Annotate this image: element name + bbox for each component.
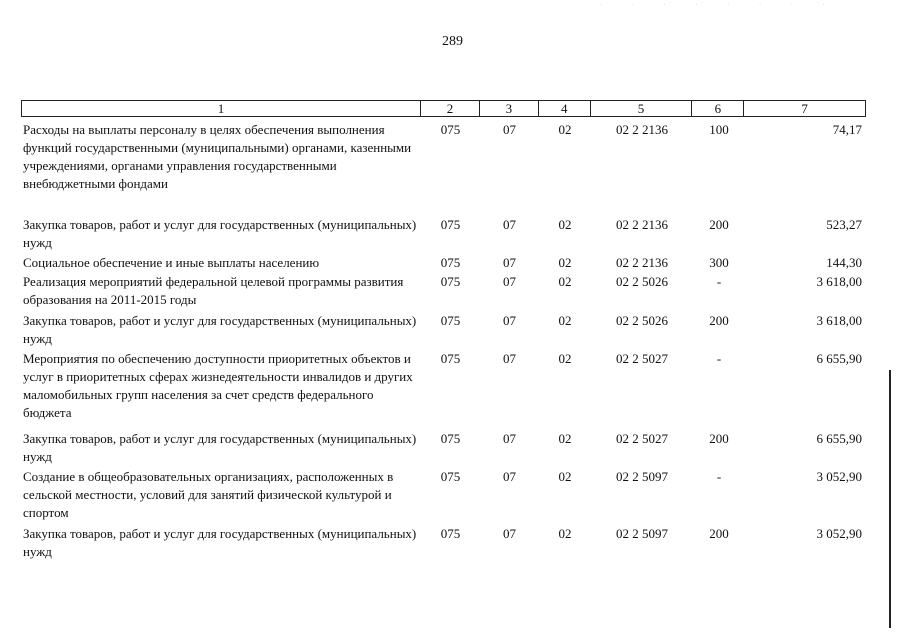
scan-artifact-dots: · · · · · · · · bbox=[600, 2, 839, 9]
row-col-3: 07 bbox=[503, 255, 516, 270]
row-col-5: 02 2 5097 bbox=[616, 526, 668, 541]
row-col-2: 075 bbox=[440, 122, 461, 137]
row-col-7: 523,27 bbox=[826, 217, 862, 232]
row-col-5: 02 2 5026 bbox=[616, 274, 668, 289]
row-name: Закупка товаров, работ и услуг для государственных (муниципальных) нужд bbox=[23, 526, 417, 559]
table-row bbox=[21, 121, 866, 193]
header-col-1: 1 bbox=[22, 101, 421, 116]
row-col-3: 07 bbox=[503, 313, 516, 328]
row-col-4: 02 bbox=[558, 431, 572, 446]
scan-edge-line bbox=[889, 370, 891, 628]
table-row bbox=[21, 254, 866, 272]
row-col-6: - bbox=[716, 469, 722, 484]
row-col-4: 02 bbox=[558, 313, 572, 328]
row-name: Закупка товаров, работ и услуг для государственных (муниципальных) нужд bbox=[23, 313, 417, 346]
row-col-7: 6 655,90 bbox=[816, 351, 862, 366]
header-col-4: 4 bbox=[539, 101, 591, 116]
row-col-2: 075 bbox=[440, 351, 461, 366]
row-col-6: 300 bbox=[709, 255, 729, 270]
row-col-5: 02 2 2136 bbox=[616, 255, 668, 270]
row-col-5: 02 2 2136 bbox=[616, 122, 668, 137]
row-col-7: 3 618,00 bbox=[816, 274, 862, 289]
row-col-7: 3 618,00 bbox=[816, 313, 862, 328]
row-col-2: 075 bbox=[440, 526, 461, 541]
row-name: Создание в общеобразовательных организациях, расположенных в сельской местности, условий для занятий физической культурой и спортом bbox=[23, 469, 394, 520]
row-col-2: 075 bbox=[440, 217, 461, 232]
header-col-7: 7 bbox=[801, 101, 808, 116]
header-col-5: 5 bbox=[591, 101, 693, 116]
row-col-3: 07 bbox=[503, 431, 516, 446]
row-col-6: 100 bbox=[709, 122, 729, 137]
header-col-6: 6 bbox=[692, 101, 744, 116]
header-col-2: 2 bbox=[421, 101, 480, 116]
row-col-4: 02 bbox=[558, 122, 572, 137]
table-header bbox=[21, 100, 866, 117]
row-col-4: 02 bbox=[558, 351, 572, 366]
row-col-3: 07 bbox=[503, 526, 516, 541]
table-row bbox=[21, 273, 866, 309]
row-col-6: 200 bbox=[709, 431, 729, 446]
row-name: Закупка товаров, работ и услуг для государственных (муниципальных) нужд bbox=[23, 217, 417, 250]
row-col-7: 3 052,90 bbox=[816, 469, 862, 484]
row-name: Закупка товаров, работ и услуг для государственных (муниципальных) нужд bbox=[23, 431, 417, 464]
row-name: Социальное обеспечение и иные выплаты населению bbox=[23, 255, 320, 270]
row-col-3: 07 bbox=[503, 122, 516, 137]
row-col-3: 07 bbox=[503, 351, 516, 366]
row-col-4: 02 bbox=[558, 469, 572, 484]
row-col-6: 200 bbox=[709, 526, 729, 541]
row-col-2: 075 bbox=[440, 274, 461, 289]
row-col-5: 02 2 5027 bbox=[616, 431, 668, 446]
row-col-3: 07 bbox=[503, 217, 516, 232]
row-col-2: 075 bbox=[440, 431, 461, 446]
row-name: Расходы на выплаты персоналу в целях обеспечения выполнения функций государственными (муниципальными) органами, казенными учреждениями, органами управления государственными внебюджетными фондами bbox=[23, 122, 412, 191]
row-col-4: 02 bbox=[558, 255, 572, 270]
row-col-2: 075 bbox=[440, 313, 461, 328]
row-col-5: 02 2 2136 bbox=[616, 217, 668, 232]
row-col-2: 075 bbox=[440, 469, 461, 484]
table-row bbox=[21, 525, 866, 561]
row-col-6: 200 bbox=[709, 313, 729, 328]
row-col-4: 02 bbox=[558, 217, 572, 232]
row-col-5: 02 2 5026 bbox=[616, 313, 668, 328]
row-col-7: 144,30 bbox=[826, 255, 862, 270]
row-col-7: 6 655,90 bbox=[816, 431, 862, 446]
row-col-6: - bbox=[716, 274, 722, 289]
row-col-4: 02 bbox=[558, 526, 572, 541]
table-row bbox=[21, 216, 866, 252]
row-col-3: 07 bbox=[503, 274, 516, 289]
row-col-3: 07 bbox=[503, 469, 516, 484]
page-number: 289 bbox=[442, 34, 463, 49]
row-name: Мероприятия по обеспечению доступности приоритетных объектов и услуг в приоритетных сферах жизнедеятельности инвалидов и других маломобильных групп населения за счет средств федерального бюджета bbox=[23, 351, 413, 420]
row-col-2: 075 bbox=[440, 255, 461, 270]
table-row bbox=[21, 430, 866, 466]
table-row bbox=[21, 468, 866, 522]
row-col-7: 3 052,90 bbox=[816, 526, 862, 541]
row-col-6: - bbox=[716, 351, 722, 366]
row-col-4: 02 bbox=[558, 274, 572, 289]
row-col-5: 02 2 5097 bbox=[616, 469, 668, 484]
row-name: Реализация мероприятий федеральной целевой программы развития образования на 2011-2015 годы bbox=[23, 274, 404, 307]
header-col-3: 3 bbox=[480, 101, 539, 116]
table-row bbox=[21, 312, 866, 348]
row-col-6: 200 bbox=[709, 217, 729, 232]
row-col-7: 74,17 bbox=[832, 122, 862, 137]
row-col-5: 02 2 5027 bbox=[616, 351, 668, 366]
table-row bbox=[21, 350, 866, 422]
